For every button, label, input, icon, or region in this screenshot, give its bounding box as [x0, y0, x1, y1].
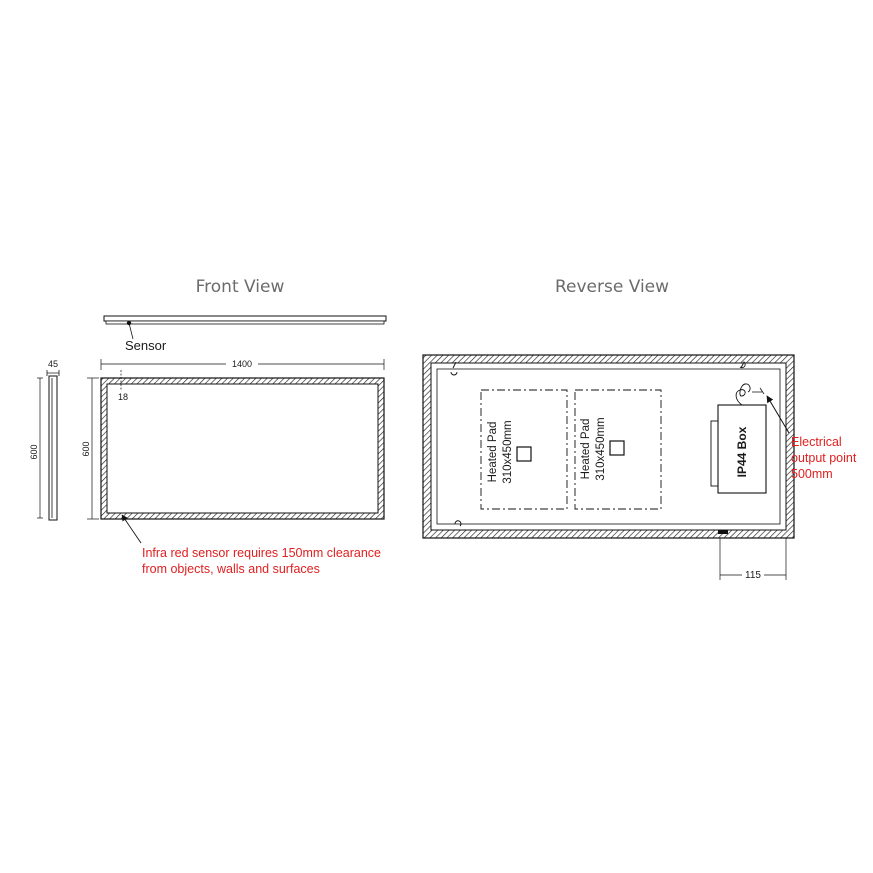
width-dimension	[101, 359, 384, 370]
front-view	[29, 277, 386, 576]
front-top-edge	[104, 316, 386, 353]
sensor-note-line-1: Infra red sensor requires 150mm clearance	[142, 546, 382, 560]
front-view-title: Front View	[195, 277, 285, 297]
ip44-box-label: IP44 Box	[735, 426, 749, 478]
sensor-label: Sensor	[125, 338, 167, 353]
sensor-note-line-2: from objects, walls and surfaces	[142, 562, 320, 576]
depth-dim: 45	[47, 359, 59, 369]
pad-1-name: Heated Pad	[487, 421, 499, 483]
sensor-note	[122, 515, 381, 576]
height-dim-side: 600	[29, 444, 39, 460]
electrical-note-line-1: Electrical	[791, 435, 842, 449]
offset-dim-115: 115	[745, 570, 761, 581]
reverse-view	[423, 277, 857, 581]
height-dim-front: 600	[81, 441, 91, 457]
pad-2-size: 310x450mm	[595, 417, 607, 481]
width-dim: 1400	[231, 359, 253, 369]
reverse-view-title: Reverse View	[554, 277, 670, 297]
bottom-sensor-bump	[718, 530, 728, 534]
pad-2-name: Heated Pad	[580, 418, 592, 480]
electrical-note-line-2: output point	[791, 451, 857, 465]
mirror-front	[101, 370, 384, 519]
front-side-profile	[29, 359, 59, 520]
height-dimension	[81, 378, 99, 519]
bottom-dimension	[720, 538, 786, 581]
electrical-note-line-3: 500mm	[791, 467, 833, 481]
sensor-offset-dim: 18	[118, 392, 129, 402]
pad-1-size: 310x450mm	[502, 420, 514, 484]
